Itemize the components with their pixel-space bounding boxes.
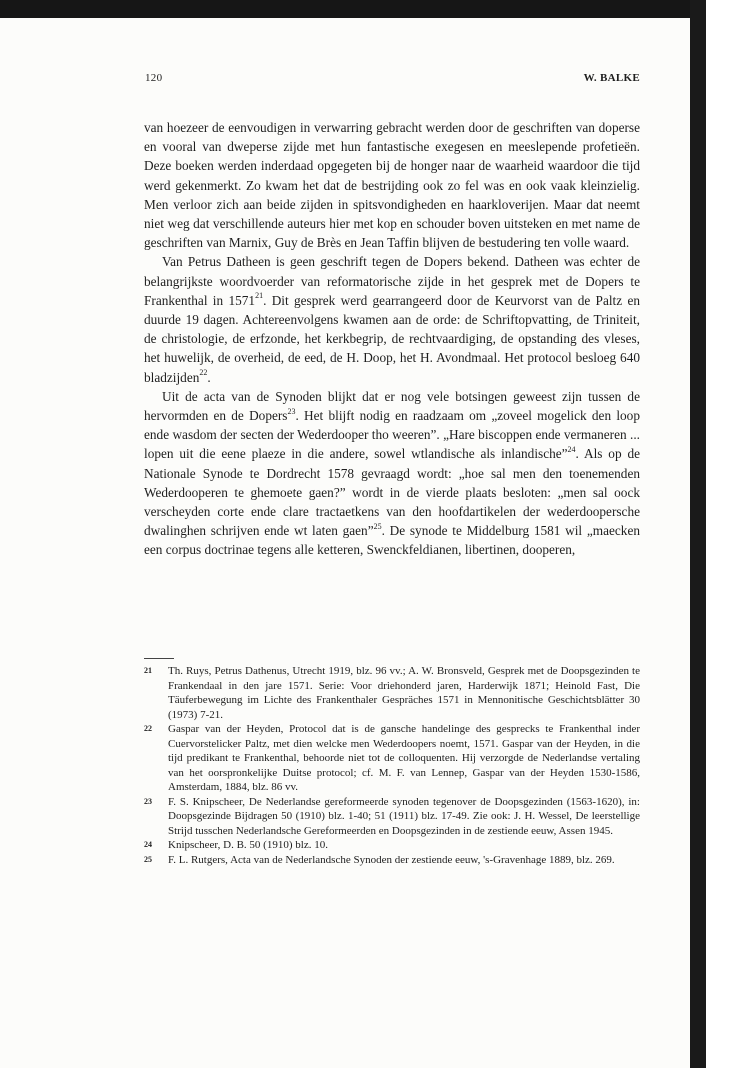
footnote-23 [144,795,640,839]
paragraph-text: . Dit gesprek werd gearrangeerd door de Keurvorst van de Paltz en duurde 19 dagen. Achtereenvolgens kwamen aan de orde: de Schriftopvatting, de Triniteit, de christologie, de erfzonde, het kerkbegrip, de rechtvaardiging, de opstanding des vleses, het huwelijk, de overheid, de eed, de H. Doop, het H. Avondmaal. Het protocol besloeg 640 bladzijden [144,292,640,385]
footnote-number: 25 [144,854,152,864]
page-header [145,72,640,88]
paragraph-3 [144,387,640,560]
body-text [144,118,640,560]
footnote-text: F. S. Knipscheer, De Nederlandse gereformeerde synoden tegenover de Doopsgezinden (1563-1620), in: Doopsgezinde Bijdragen 50 (1910) blz. 1-40; 51 (1911) blz. 17-49. Zie ook: J. H. Wessel, De leerstellige Strijd tusschen Nederlandsche Gereformeerden en Doopsgezinden in de zestiende eeuw, Assen 1945. [168,795,640,837]
footnote-24 [144,838,640,853]
footnote-number: 22 [144,724,152,733]
footnote-number: 23 [144,796,152,806]
footnote-text: Gaspar van der Heyden, Protocol dat is de gansche handelinge des gesprecks te Frankenthal inder Cuervorstelicker Paltz, met dien welcke men Wederdoopers noemt, 1571. Gaspar van der Heyden, in die tijd predikant te Frankenthal, behoorde niet tot de colloquenten. Hij verzorgde de Nederlandse vertaling van het oorspronkelijke Duitse protocol; cf. M. F. van Lennep, Gaspar van der Heyden 1530-1586, Amsterdam, 1884, blz. 86 vv. [168,723,640,793]
paragraph-text: . De synode te Middelburg 1581 wil „maecken een corpus doctrinae tegens alle ketteren, Swenckfeldianen, libertinen, dooperen, [144,523,640,558]
footnote-text: Knipscheer, D. B. 50 (1910) blz. 10. [168,839,328,851]
footnote-ref-24[interactable]: 24 [567,445,576,455]
paragraph-text: . Als op de Nationale Synode te Dordrecht 1578 gevraagd wordt: „hoe sal men den toenemenden Wederdooperen te ghemoete gaen?” wordt in de vierde plaats besloten: „men sal oock verscheyden corte ende clare tractaetkens van den hoofdartikelen der wederdoopersche dwalinghen schrijven ende wt laten gaen” [144,446,640,539]
paragraph-text: . Het blijft nodig en raadzaam om „zoveel mogelick den loop ende wasdom der secten der Wederdooper tho weeren”. „Hare biscoppen ende vermaneren ... lopen uit die eene plaeze in die andere, sowel wtlandische als inlandische” [144,408,640,462]
paragraph-text: van hoezeer de eenvoudigen in verwarring gebracht werden door de geschriften van doperse en vooral van dweperse zijde met hun fantastische exegesen en meeslepende profetieën. Deze boeken werden inderdaad opgegeten bij de honger naar de waarheid waardoor die tijd werd gekenmerkt. Zo kwam het dat de bestrijding ook zo fel was en ook vaak kleinzielig. Men verloor zich aan beide zijden in spitsvondigheden en haarkloverijen. Maar dat neemt niet weg dat verschillende auteurs hier met kop en schouder boven uitsteken en met name de geschriften van Marnix, Guy de Brès en Jean Taffin blijven de bestudering ten volle waard. [144,120,640,251]
scan-border-top [0,0,706,18]
footnote-21 [144,664,640,722]
footnotes [144,664,640,867]
footnote-ref-25[interactable]: 25 [373,521,382,531]
paragraph-2 [144,252,640,386]
footnote-ref-23[interactable]: 23 [287,406,296,416]
footnote-text: F. L. Rutgers, Acta van de Nederlandsche Synoden der zestiende eeuw, 's-Gravenhage 1889, blz. 269. [168,853,615,866]
scan-border-right [690,0,706,1068]
footnote-25 [144,853,640,868]
paragraph-text: . [207,369,211,385]
footnote-ref-21[interactable]: 21 [255,291,264,301]
page-number: 120 [145,72,163,84]
paragraph-text: Van Petrus Datheen is geen geschrift tegen de Dopers bekend. Datheen was echter de belangrijkste woordvoerder van reformatorische zijde in het gesprek met de Dopers te Frankenthal in 1571 [144,254,640,308]
footnote-divider [144,658,174,659]
paragraph-text: Uit de acta van de Synoden blijkt dat er nog vele botsingen geweest zijn tussen de hervormden en de Dopers [144,388,640,424]
running-head: W. BALKE [583,72,640,84]
footnote-number: 21 [144,666,152,675]
footnote-text: Th. Ruys, Petrus Dathenus, Utrecht 1919, blz. 96 vv.; A. W. Bronsveld, Gesprek met de Doopsgezinden te Frankendaal in den jare 1571. Serie: Voor driehonderd jaren, Harderwijk 1871; Heinold Fast, Die Täuferbewegung im Lichte des Frankenthaler Gespräches 1571 in Mennonitische Geschichtsblätter 30 (1973) 7-21. [168,665,640,721]
footnote-22 [144,722,640,795]
footnote-ref-22[interactable]: 22 [199,368,208,378]
footnote-number: 24 [144,840,152,849]
paragraph-1 [144,118,640,252]
